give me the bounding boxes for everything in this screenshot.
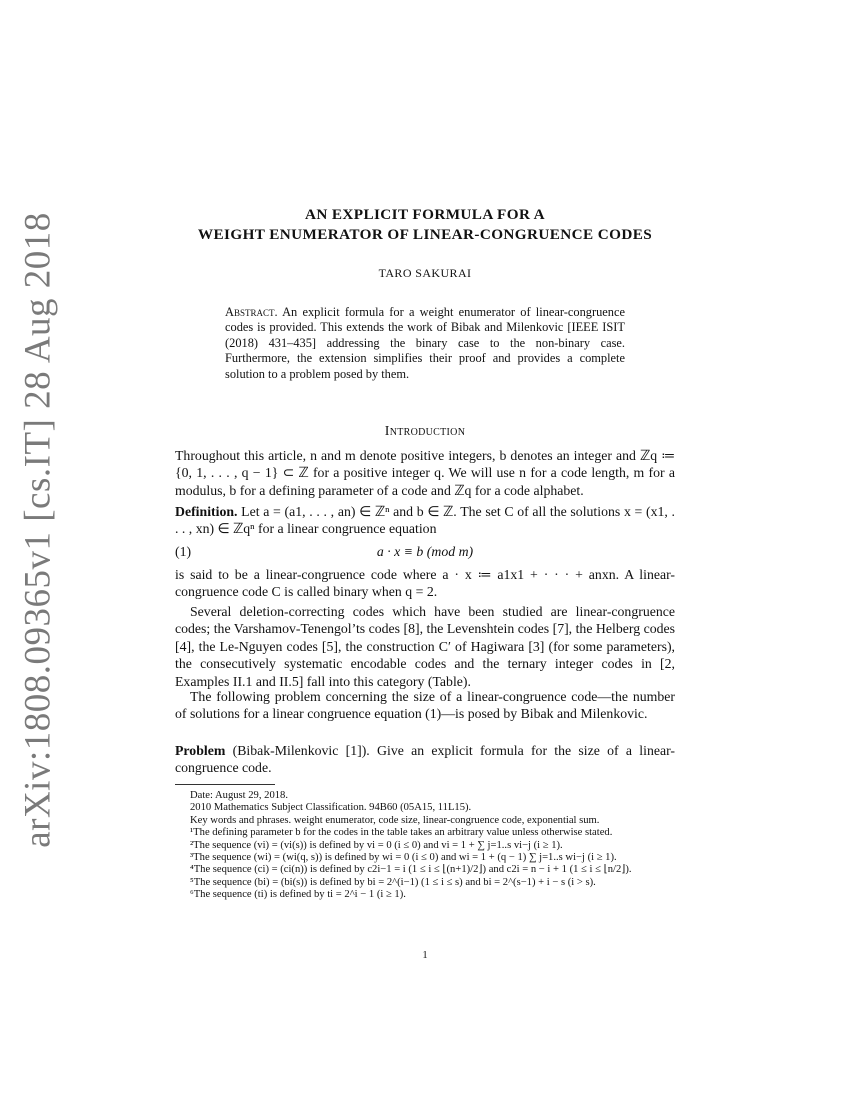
intro-paragraph [175,447,675,499]
footnote-msc: 2010 Mathematics Subject Classification. 94B60 (05A15, 11L15). [190,802,472,814]
paragraph-3: The following problem concerning the size of a linear-congruence code—the number of solutions for a linear congruence equation (1)—is posed by Bibak and Milenkovic. [175,689,675,722]
definition-label: Definition. [175,504,238,519]
paragraph-2: Several deletion-correcting codes which have been studied are linear-congruence codes; the Varshamov-Tenengol’ts codes [8], the Levenshtein codes [7], the Helberg codes [4], the Le-Nguyen codes [5], the construction C′ of Hagiwara [3] (for some parameters), the consecutively systematic encodable codes and the ternary integer codes in [2, Examples II.1 and II.5] fall into this category (Table). [175,604,675,689]
definition-continuation [175,566,675,601]
abstract-label: Abstract. [225,305,278,319]
footnote-2: ²The sequence (vi) = (vi(s)) is defined by vi = 0 (i ≤ 0) and vi = 1 + ∑ j=1..s vi−j (i ≥ 1). [190,839,563,851]
problem-text: Give an explicit formula for the size of a linear-congruence code. [175,743,675,776]
problem-attribution: (Bibak-Milenkovic [1]). [232,743,370,758]
footnote-4: ⁴The sequence (ci) = (ci(n)) is defined by c2i−1 = i (1 ≤ i ≤ ⌊(n+1)/2⌋) and c2i = n − i + 1 (1 ≤ i ≤ ⌊n/2⌋). [190,864,632,876]
footnote-rule [175,784,275,785]
abstract-text: An explicit formula for a weight enumerator of linear-congruence codes is provided. This extends the work of Bibak and Milenkovic [IEEE ISIT (2018) 431–435] addressing the binary case to the non-binary case. Furthermore, the extension simplifies their proof and provides a complete solution to a problem posed by them. [225,305,625,381]
paragraph-2-block [175,603,675,690]
definition [175,503,675,538]
equation-1 [175,544,675,562]
definition-text: Let a = (a1, . . . , an) ∈ ℤⁿ and b ∈ ℤ. The set C of all the solutions x = (x1, . . . , xn) ∈ ℤqⁿ for a linear congruence equation [175,504,675,537]
author: TARO SAKURAI [378,266,472,280]
footnote-date: Date: August 29, 2018. [190,790,288,801]
footnote-keywords: Key words and phrases. weight enumerator, code size, linear-congruence code, exponential sum. [190,814,600,826]
abstract [225,305,625,382]
footnote-3: ³The sequence (wi) = (wi(q, s)) is defined by wi = 0 (i ≤ 0) and wi = 1 + (q − 1) ∑ j=1..s wi−j (i ≥ 1). [190,852,617,864]
footnote-5: ⁵The sequence (bi) = (bi(s)) is defined by bi = 2^(i−1) (1 ≤ i ≤ s) and bi = 2^(s−1) + i − s (i > s). [190,876,596,888]
paragraph-1: Throughout this article, n and m denote positive integers, b denotes an integer and ℤq ≔ {0, 1, . . . , q − 1} ⊂ ℤ for a positive integer q. We will use n for a code length, m for a modulus, b for a defining parameter of a code and ℤq for a code alphabet. [175,448,675,498]
arxiv-margin-stamp [8,212,68,848]
definition-cont-text: is said to be a linear-congruence code where a · x ≔ a1x1 + · · · + anxn. A linear-congruence code C is called binary when q = 2. [175,567,675,600]
paragraph-3-block [175,688,675,723]
section-title: Introduction [384,424,466,439]
title-line-1: AN EXPLICIT FORMULA FOR A [304,206,546,223]
page-number: 1 [422,950,428,961]
footnotes [175,790,675,902]
footnote-6: ⁶The sequence (ti) is defined by ti = 2^i − 1 (i ≥ 1). [190,889,406,901]
problem [175,742,675,777]
equation-expression: a · x ≡ b (mod m) [376,544,474,559]
footnote-1: ¹The defining parameter b for the codes in the table takes an arbitrary value unless otherwise stated. [190,827,613,839]
title-line-2: WEIGHT ENUMERATOR OF LINEAR-CONGRUENCE CODES [197,226,653,243]
problem-label: Problem [175,743,226,758]
arxiv-id: arXiv:1808.09365v1 [cs.IT] 28 Aug 2018 [17,212,59,848]
equation-number: (1) [175,544,192,559]
